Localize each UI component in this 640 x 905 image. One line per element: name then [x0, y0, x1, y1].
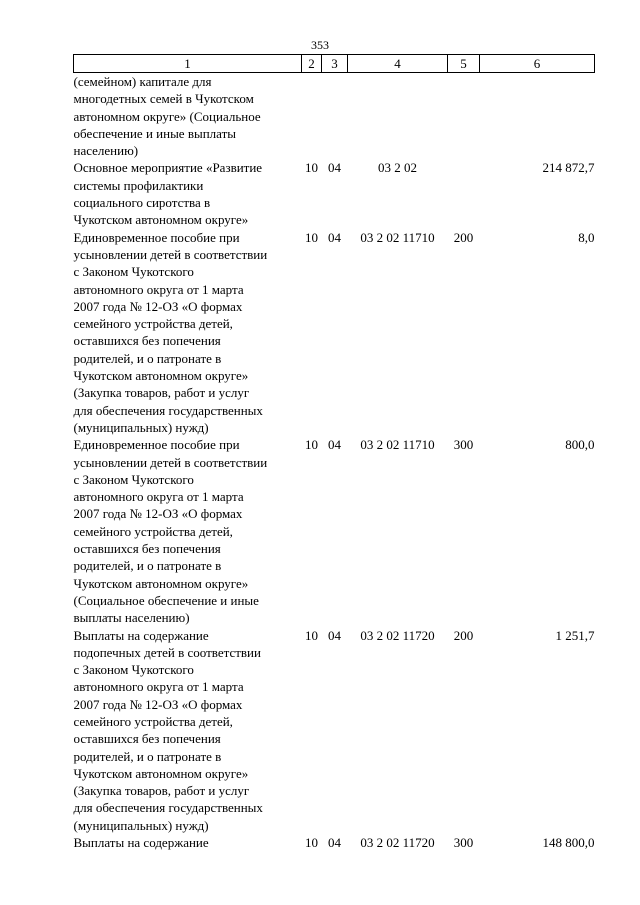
row-sum: 214 872,7 [542, 160, 595, 176]
row-name-text: Единовременное пособие при усыновлении детей в соответствии с Законом Чукотского автономного округа от 1 марта 2007 года № 12-ОЗ «О формах семейного устройства детей, оставшихся без попечения родителей, и о патронате в Чукотском автономном округе» (Закупка товаров, работ и услуг для обеспечения государственных (муниципальных) нужд) [73, 229, 268, 435]
row-rz: 10 [305, 160, 318, 176]
row-sum: 8,0 [578, 229, 595, 245]
row-csr: 03 2 02 11710 [360, 437, 435, 453]
table-row [74, 436, 595, 626]
row-rz: 10 [305, 835, 318, 851]
row-vr: 200 [453, 627, 474, 643]
row-name-text: Основное мероприятие «Развитие системы профилактики социального сиротства в Чукотском автономном округе» [73, 160, 263, 228]
row-vr [448, 73, 480, 160]
row-csr: 03 2 02 11720 [360, 835, 435, 851]
row-rz: 10 [305, 627, 318, 643]
row-rz [302, 73, 322, 160]
table-body [74, 73, 595, 852]
page-number: 353 [311, 38, 329, 52]
row-name [74, 834, 302, 851]
row-name-text: Единовременное пособие при усыновлении детей в соответствии с Законом Чукотского автономного округа от 1 марта 2007 года № 12-ОЗ «О формах семейного устройства детей, оставшихся без попечения родителей, и о патронате в Чукотском автономном округе» (Социальное обеспечение и иные выплаты населению) [73, 437, 268, 626]
row-csr: 03 2 02 11710 [360, 229, 435, 245]
row-vr: 200 [453, 229, 474, 245]
row-name [74, 229, 302, 437]
table-row [74, 627, 595, 835]
row-csr: 03 2 02 [378, 160, 417, 176]
row-pr: 04 [328, 627, 341, 643]
row-name [74, 436, 302, 626]
row-sum: 1 251,7 [555, 627, 595, 643]
row-pr: 04 [328, 160, 341, 176]
table-header [74, 55, 595, 73]
table-row [74, 229, 595, 437]
row-name-text: Выплаты на содержание [73, 835, 209, 851]
header-col-5: 5 [448, 55, 480, 73]
table-row [74, 73, 595, 160]
header-col-4: 4 [348, 55, 448, 73]
row-name-text: Выплаты на содержание подопечных детей в соответствии с Законом Чукотского автономного округа от 1 марта 2007 года № 12-ОЗ «О формах семейного устройства детей, оставшихся без попечения родителей, и о патронате в Чукотском автономном округе» (Закупка товаров, работ и услуг для обеспечения государственных (муниципальных) нужд) [73, 627, 263, 833]
row-name [74, 73, 302, 160]
row-pr: 04 [328, 835, 341, 851]
row-vr: 300 [453, 437, 474, 453]
header-row [74, 55, 595, 73]
row-name [74, 627, 302, 835]
row-pr [322, 73, 348, 160]
row-vr: 300 [453, 835, 474, 851]
table-row [74, 834, 595, 851]
row-csr: 03 2 02 11720 [360, 627, 435, 643]
row-sum: 148 800,0 [542, 835, 595, 851]
row-csr [348, 73, 448, 160]
row-rz: 10 [305, 229, 318, 245]
budget-table [73, 54, 595, 851]
row-rz: 10 [305, 437, 318, 453]
header-col-1: 1 [74, 55, 302, 73]
row-sum: 800,0 [565, 437, 595, 453]
row-name [74, 159, 302, 228]
row-sum [480, 73, 595, 160]
row-pr: 04 [328, 437, 341, 453]
row-pr: 04 [328, 229, 341, 245]
table-row [74, 159, 595, 228]
header-col-3: 3 [322, 55, 348, 73]
header-col-6: 6 [480, 55, 595, 73]
header-col-2: 2 [302, 55, 322, 73]
row-vr [448, 159, 480, 228]
row-name-text: (семейном) капитале для многодетных семей в Чукотском автономном округе» (Социальное обеспечение и иные выплаты населению) [73, 74, 261, 159]
